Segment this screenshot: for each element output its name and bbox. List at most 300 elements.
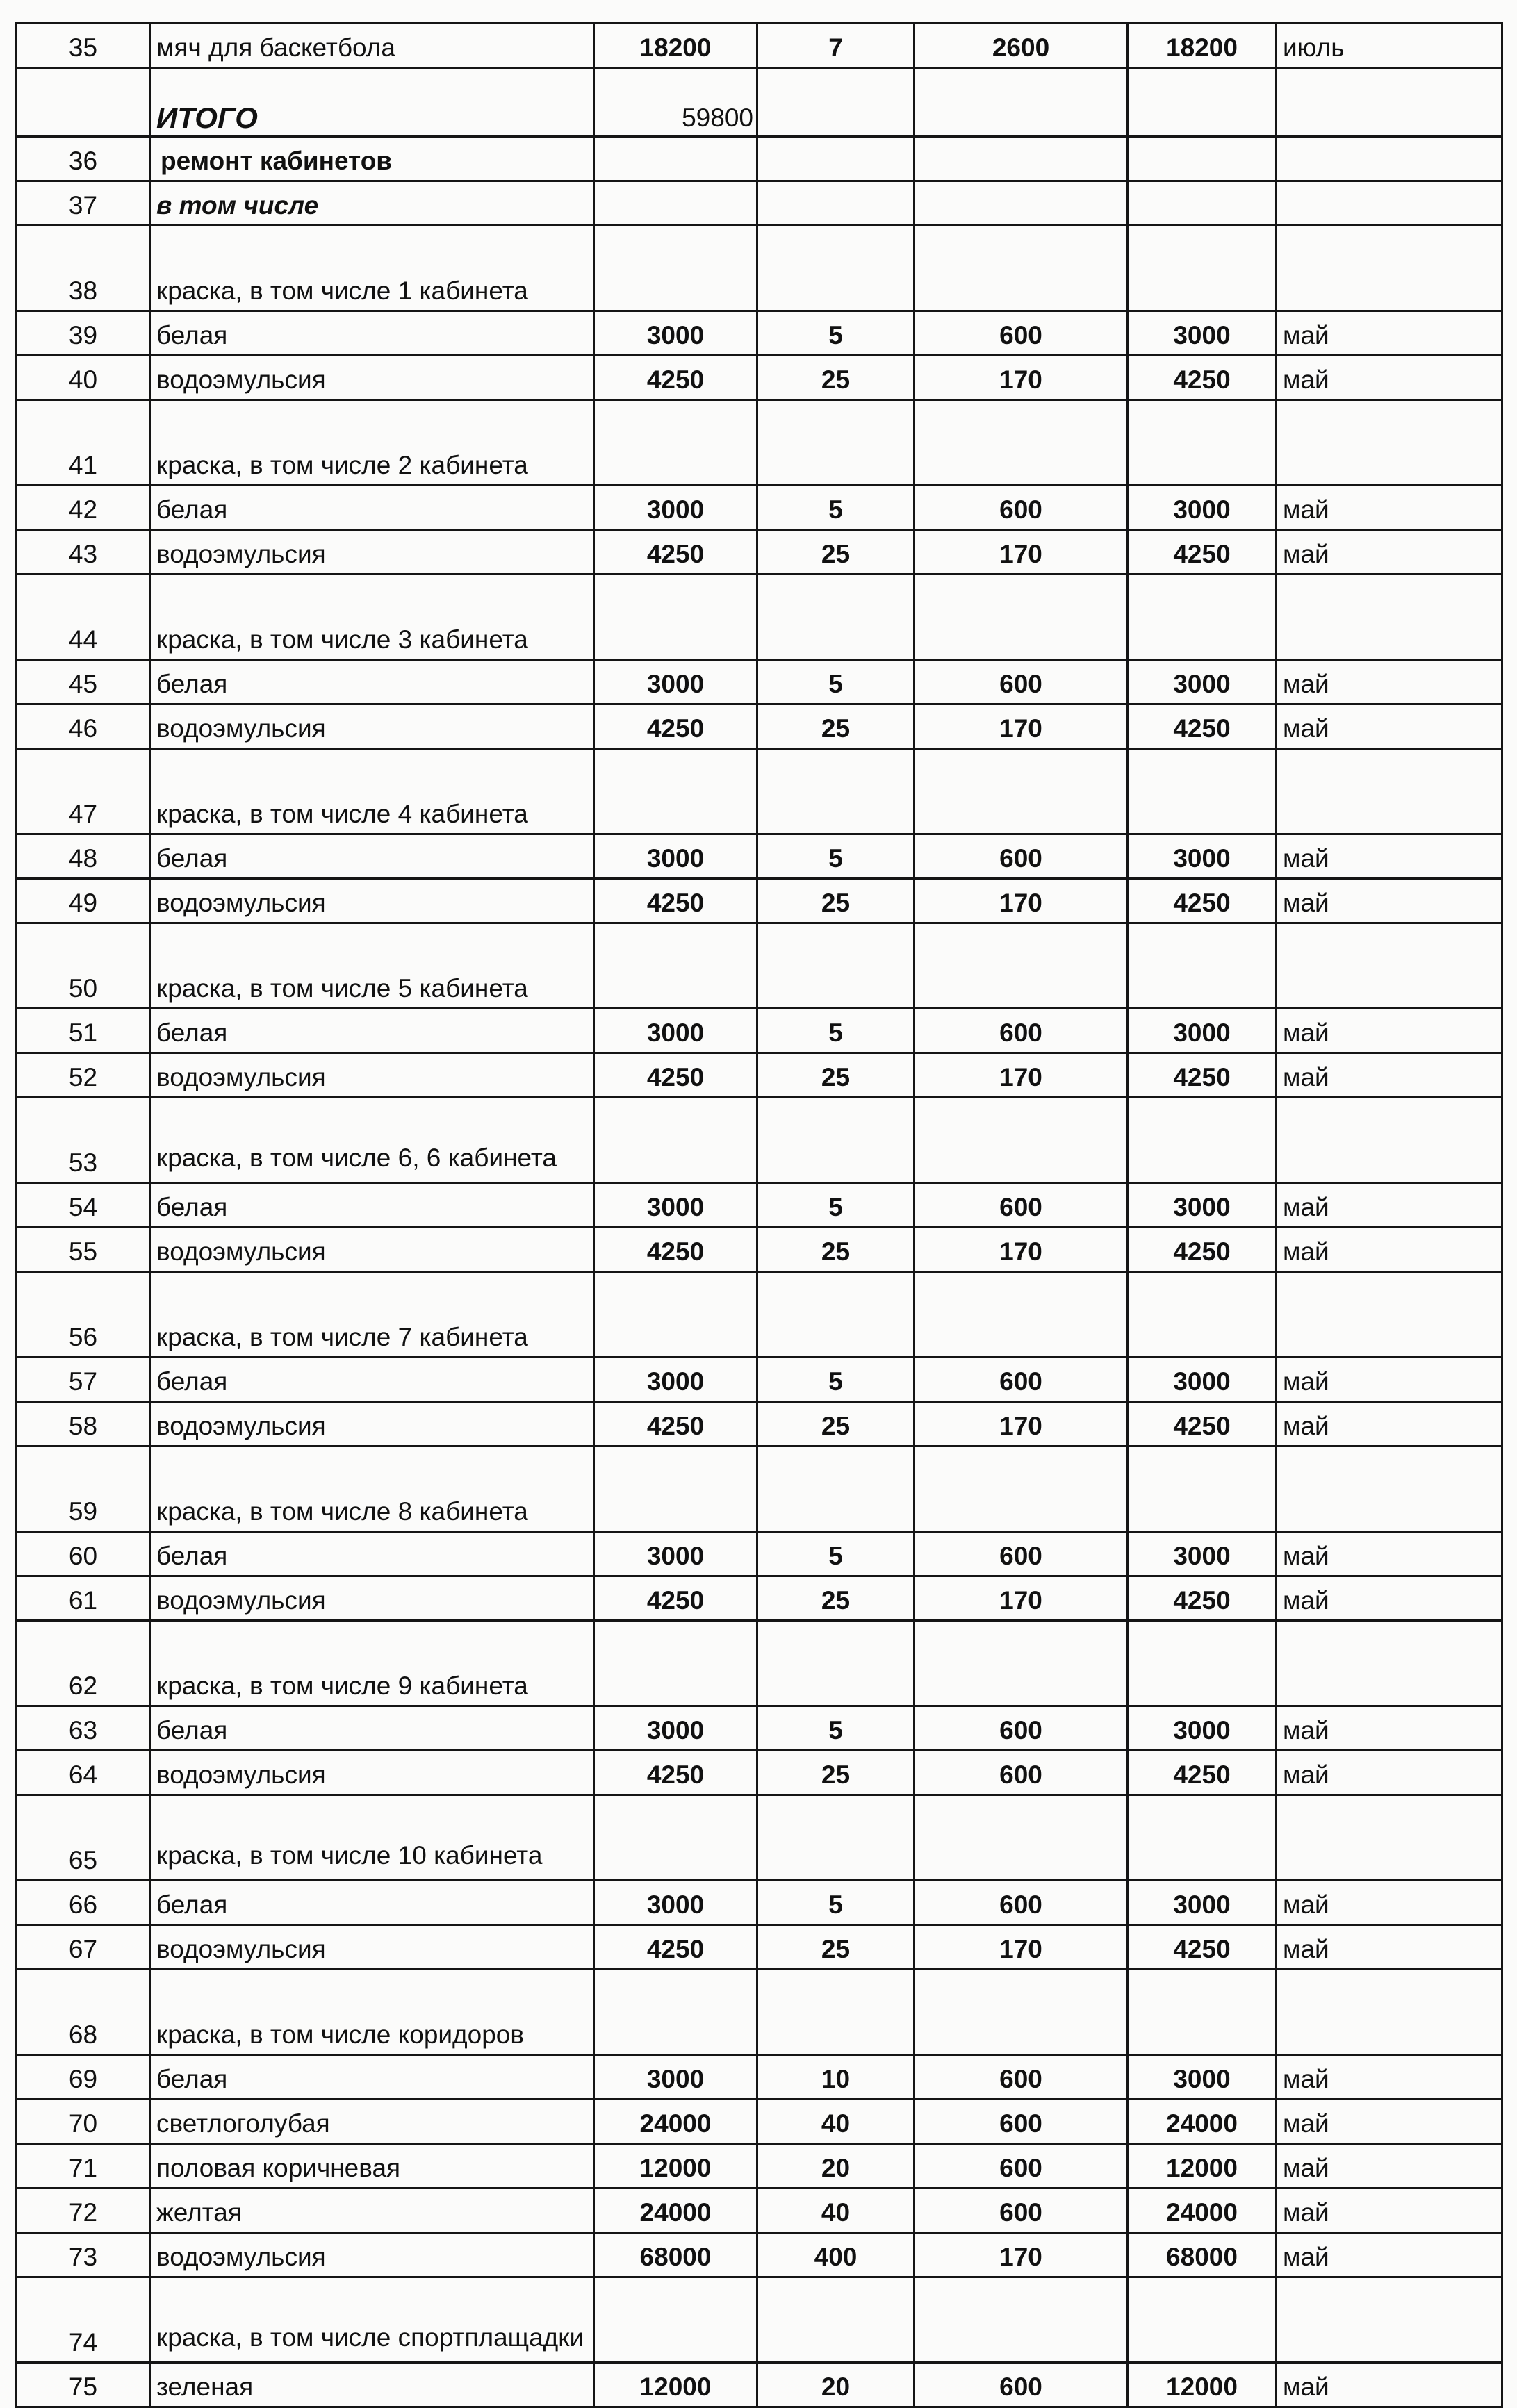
month-cell [1277, 400, 1502, 486]
quantity-cell: 5 [757, 1183, 915, 1228]
quantity-cell: 25 [757, 1402, 915, 1446]
price-cell: 600 [915, 1009, 1128, 1053]
row-number-cell: 41 [17, 400, 150, 486]
amount-cell: 4250 [1128, 1576, 1277, 1621]
item-name-cell: зеленая [150, 2363, 594, 2407]
month-cell: май [1277, 311, 1502, 356]
sum-cell [594, 1272, 757, 1358]
total-value-cell: 59800 [594, 68, 757, 137]
sum-cell: 4250 [594, 1228, 757, 1272]
month-cell: май [1277, 1925, 1502, 1970]
amount-cell [1128, 1621, 1277, 1706]
quantity-cell: 20 [757, 2144, 915, 2188]
row-number-cell: 69 [17, 2055, 150, 2100]
row-number-cell: 61 [17, 1576, 150, 1621]
item-name-cell: белая [150, 834, 594, 879]
row-number-cell: 52 [17, 1053, 150, 1098]
price-cell [915, 575, 1128, 660]
item-name-cell: белая [150, 1183, 594, 1228]
row-number-cell: 70 [17, 2100, 150, 2144]
month-cell [1277, 181, 1502, 226]
row-number-cell: 57 [17, 1358, 150, 1402]
quantity-cell: 40 [757, 2188, 915, 2233]
amount-cell: 4250 [1128, 1925, 1277, 1970]
sum-cell: 4250 [594, 1402, 757, 1446]
price-cell: 170 [915, 1576, 1128, 1621]
amount-cell [1128, 923, 1277, 1009]
row-number-cell: 40 [17, 356, 150, 400]
row-number-cell: 53 [17, 1098, 150, 1183]
sum-cell: 68000 [594, 2233, 757, 2277]
sum-cell: 4250 [594, 356, 757, 400]
table-row [17, 834, 1502, 879]
item-name-cell: белая [150, 1358, 594, 1402]
month-cell: май [1277, 2144, 1502, 2188]
price-cell: 600 [915, 2100, 1128, 2144]
table-row [17, 1446, 1502, 1532]
table-row [17, 1272, 1502, 1358]
row-number-cell: 45 [17, 660, 150, 704]
table-row [17, 1576, 1502, 1621]
quantity-cell [757, 1795, 915, 1881]
row-number-cell: 48 [17, 834, 150, 879]
quantity-cell [757, 1098, 915, 1183]
row-number-cell: 73 [17, 2233, 150, 2277]
table-row [17, 1053, 1502, 1098]
table-row [17, 1621, 1502, 1706]
month-cell: май [1277, 1183, 1502, 1228]
month-cell: май [1277, 1532, 1502, 1576]
table-row [17, 2144, 1502, 2188]
item-name-cell: белая [150, 1881, 594, 1925]
sum-cell [594, 923, 757, 1009]
month-cell [1277, 137, 1502, 181]
sum-cell: 4250 [594, 1576, 757, 1621]
item-name-cell: водоэмульсия [150, 1402, 594, 1446]
month-cell [1277, 1621, 1502, 1706]
table-row [17, 2055, 1502, 2100]
price-cell: 170 [915, 1402, 1128, 1446]
quantity-cell [757, 181, 915, 226]
sum-cell: 3000 [594, 311, 757, 356]
row-number-cell [17, 68, 150, 137]
item-name-cell: в том числе [150, 181, 594, 226]
price-cell [915, 2277, 1128, 2363]
month-cell: май [1277, 2055, 1502, 2100]
month-cell [1277, 1795, 1502, 1881]
table-row [17, 1706, 1502, 1751]
month-cell: май [1277, 530, 1502, 575]
table-row [17, 24, 1502, 68]
quantity-cell: 25 [757, 704, 915, 749]
sum-cell [594, 1446, 757, 1532]
sum-cell [594, 1098, 757, 1183]
item-name-cell: водоэмульсия [150, 530, 594, 575]
price-cell [915, 137, 1128, 181]
month-cell: июль [1277, 24, 1502, 68]
item-name-cell: белая [150, 311, 594, 356]
month-cell: май [1277, 1228, 1502, 1272]
amount-cell [1128, 226, 1277, 311]
price-cell: 170 [915, 879, 1128, 923]
table-row [17, 1402, 1502, 1446]
quantity-cell [757, 137, 915, 181]
quantity-cell [757, 575, 915, 660]
sum-cell [594, 400, 757, 486]
price-cell: 170 [915, 2233, 1128, 2277]
quantity-cell [757, 1272, 915, 1358]
price-cell: 170 [915, 1925, 1128, 1970]
total-row [17, 68, 1502, 137]
month-cell [1277, 2277, 1502, 2363]
row-number-cell: 43 [17, 530, 150, 575]
sum-cell: 24000 [594, 2188, 757, 2233]
price-cell [915, 68, 1128, 137]
item-name-cell: краска, в том числе 10 кабинета [150, 1795, 594, 1881]
row-number-cell: 75 [17, 2363, 150, 2407]
item-name-cell: краска, в том числе 8 кабинета [150, 1446, 594, 1532]
price-cell: 600 [915, 1358, 1128, 1402]
item-name-cell: водоэмульсия [150, 879, 594, 923]
quantity-cell: 5 [757, 1358, 915, 1402]
row-number-cell: 49 [17, 879, 150, 923]
item-name-cell: желтая [150, 2188, 594, 2233]
row-number-cell: 71 [17, 2144, 150, 2188]
item-name-cell: водоэмульсия [150, 1925, 594, 1970]
sum-cell: 3000 [594, 1009, 757, 1053]
price-cell: 170 [915, 530, 1128, 575]
quantity-cell: 25 [757, 1751, 915, 1795]
quantity-cell [757, 2277, 915, 2363]
price-cell: 600 [915, 2188, 1128, 2233]
item-name-cell: белая [150, 2055, 594, 2100]
amount-cell [1128, 400, 1277, 486]
row-number-cell: 35 [17, 24, 150, 68]
sum-cell: 18200 [594, 24, 757, 68]
amount-cell: 3000 [1128, 311, 1277, 356]
amount-cell [1128, 181, 1277, 226]
month-cell [1277, 1272, 1502, 1358]
item-name-cell: белая [150, 486, 594, 530]
item-name-cell: краска, в том числе спортплащадки [150, 2277, 594, 2363]
sum-cell: 3000 [594, 834, 757, 879]
month-cell: май [1277, 660, 1502, 704]
quantity-cell [757, 749, 915, 834]
amount-cell [1128, 1272, 1277, 1358]
amount-cell [1128, 1098, 1277, 1183]
sum-cell: 3000 [594, 1358, 757, 1402]
row-number-cell: 63 [17, 1706, 150, 1751]
month-cell: май [1277, 1576, 1502, 1621]
sum-cell: 12000 [594, 2144, 757, 2188]
amount-cell: 3000 [1128, 1009, 1277, 1053]
sum-cell [594, 137, 757, 181]
price-cell: 600 [915, 660, 1128, 704]
item-name-cell: краска, в том числе 7 кабинета [150, 1272, 594, 1358]
price-cell [915, 181, 1128, 226]
month-cell: май [1277, 1053, 1502, 1098]
month-cell [1277, 226, 1502, 311]
amount-cell: 24000 [1128, 2100, 1277, 2144]
price-cell: 170 [915, 1228, 1128, 1272]
table-row [17, 1970, 1502, 2055]
price-cell: 170 [915, 356, 1128, 400]
sum-cell: 4250 [594, 1751, 757, 1795]
quantity-cell [757, 923, 915, 1009]
month-cell [1277, 1446, 1502, 1532]
table-row [17, 1881, 1502, 1925]
sum-cell: 4250 [594, 704, 757, 749]
sum-cell [594, 226, 757, 311]
item-name-cell: водоэмульсия [150, 356, 594, 400]
table-row [17, 311, 1502, 356]
row-number-cell: 55 [17, 1228, 150, 1272]
price-cell [915, 1795, 1128, 1881]
price-cell: 600 [915, 1183, 1128, 1228]
month-cell: май [1277, 2188, 1502, 2233]
price-cell: 600 [915, 834, 1128, 879]
month-cell: май [1277, 2233, 1502, 2277]
amount-cell: 4250 [1128, 1402, 1277, 1446]
table-row [17, 356, 1502, 400]
quantity-cell [757, 400, 915, 486]
month-cell [1277, 1098, 1502, 1183]
month-cell: май [1277, 486, 1502, 530]
month-cell [1277, 68, 1502, 137]
table-row [17, 2277, 1502, 2363]
sum-cell: 3000 [594, 1532, 757, 1576]
sum-cell: 3000 [594, 660, 757, 704]
quantity-cell: 5 [757, 311, 915, 356]
table-row [17, 181, 1502, 226]
item-name-cell: белая [150, 1706, 594, 1751]
sum-cell: 12000 [594, 2363, 757, 2407]
quantity-cell: 25 [757, 1053, 915, 1098]
item-name-cell: водоэмульсия [150, 1576, 594, 1621]
month-cell: май [1277, 1706, 1502, 1751]
amount-cell: 3000 [1128, 1183, 1277, 1228]
row-number-cell: 47 [17, 749, 150, 834]
item-name-cell: ремонт кабинетов [150, 137, 594, 181]
table-row [17, 1228, 1502, 1272]
month-cell [1277, 575, 1502, 660]
table-row [17, 2188, 1502, 2233]
month-cell: май [1277, 1402, 1502, 1446]
table-row [17, 2100, 1502, 2144]
price-cell [915, 923, 1128, 1009]
table-row [17, 749, 1502, 834]
table-row [17, 1751, 1502, 1795]
month-cell: май [1277, 1751, 1502, 1795]
quantity-cell: 5 [757, 1532, 915, 1576]
price-cell [915, 1446, 1128, 1532]
amount-cell: 3000 [1128, 1706, 1277, 1751]
amount-cell [1128, 749, 1277, 834]
month-cell: май [1277, 704, 1502, 749]
table-row [17, 704, 1502, 749]
item-name-cell: водоэмульсия [150, 1228, 594, 1272]
row-number-cell: 50 [17, 923, 150, 1009]
month-cell: май [1277, 1358, 1502, 1402]
price-cell [915, 226, 1128, 311]
table-row [17, 486, 1502, 530]
amount-cell: 3000 [1128, 486, 1277, 530]
row-number-cell: 68 [17, 1970, 150, 2055]
quantity-cell: 25 [757, 879, 915, 923]
quantity-cell: 25 [757, 356, 915, 400]
table-row [17, 1358, 1502, 1402]
quantity-cell: 5 [757, 834, 915, 879]
table-row [17, 575, 1502, 660]
amount-cell: 4250 [1128, 356, 1277, 400]
sum-cell: 3000 [594, 1881, 757, 1925]
price-cell: 600 [915, 2055, 1128, 2100]
sum-cell [594, 1795, 757, 1881]
price-cell: 600 [915, 311, 1128, 356]
quantity-cell: 40 [757, 2100, 915, 2144]
amount-cell [1128, 137, 1277, 181]
amount-cell [1128, 68, 1277, 137]
table-row [17, 1795, 1502, 1881]
price-cell: 600 [915, 486, 1128, 530]
quantity-cell: 5 [757, 1706, 915, 1751]
row-number-cell: 46 [17, 704, 150, 749]
amount-cell: 4250 [1128, 1751, 1277, 1795]
sum-cell: 4250 [594, 1053, 757, 1098]
table-row [17, 1183, 1502, 1228]
amount-cell: 68000 [1128, 2233, 1277, 2277]
amount-cell: 12000 [1128, 2363, 1277, 2407]
quantity-cell: 25 [757, 1925, 915, 1970]
amount-cell: 4250 [1128, 1228, 1277, 1272]
month-cell: май [1277, 2363, 1502, 2407]
price-cell: 600 [915, 1706, 1128, 1751]
row-number-cell: 51 [17, 1009, 150, 1053]
spreadsheet-page [15, 22, 1501, 2408]
sum-cell [594, 2277, 757, 2363]
quantity-cell [757, 1970, 915, 2055]
price-cell [915, 400, 1128, 486]
item-name-cell: краска, в том числе 6, 6 кабинета [150, 1098, 594, 1183]
item-name-cell: водоэмульсия [150, 2233, 594, 2277]
row-number-cell: 66 [17, 1881, 150, 1925]
table-row [17, 1925, 1502, 1970]
price-cell: 600 [915, 1881, 1128, 1925]
row-number-cell: 36 [17, 137, 150, 181]
quantity-cell: 7 [757, 24, 915, 68]
item-name-cell: водоэмульсия [150, 1751, 594, 1795]
quantity-cell: 25 [757, 530, 915, 575]
month-cell: май [1277, 1881, 1502, 1925]
amount-cell: 3000 [1128, 1358, 1277, 1402]
item-name-cell: белая [150, 1532, 594, 1576]
amount-cell: 4250 [1128, 1053, 1277, 1098]
month-cell: май [1277, 2100, 1502, 2144]
sum-cell: 4250 [594, 1925, 757, 1970]
row-number-cell: 74 [17, 2277, 150, 2363]
quantity-cell [757, 68, 915, 137]
month-cell [1277, 1970, 1502, 2055]
month-cell: май [1277, 356, 1502, 400]
amount-cell: 3000 [1128, 1532, 1277, 1576]
row-number-cell: 72 [17, 2188, 150, 2233]
table-body [17, 24, 1502, 2407]
item-name-cell: половая коричневая [150, 2144, 594, 2188]
item-name-cell: водоэмульсия [150, 704, 594, 749]
sum-cell: 3000 [594, 1706, 757, 1751]
price-cell: 170 [915, 704, 1128, 749]
month-cell [1277, 749, 1502, 834]
row-number-cell: 56 [17, 1272, 150, 1358]
sum-cell [594, 575, 757, 660]
amount-cell: 4250 [1128, 879, 1277, 923]
amount-cell: 3000 [1128, 2055, 1277, 2100]
table-row [17, 2233, 1502, 2277]
price-cell [915, 1098, 1128, 1183]
amount-cell [1128, 1446, 1277, 1532]
amount-cell [1128, 1795, 1277, 1881]
row-number-cell: 42 [17, 486, 150, 530]
item-name-cell: ИТОГО [150, 68, 594, 137]
amount-cell [1128, 2277, 1277, 2363]
price-cell: 600 [915, 1532, 1128, 1576]
quantity-cell: 25 [757, 1228, 915, 1272]
price-cell: 600 [915, 2144, 1128, 2188]
amount-cell: 4250 [1128, 704, 1277, 749]
item-name-cell: светлоголубая [150, 2100, 594, 2144]
sum-cell: 3000 [594, 2055, 757, 2100]
price-cell [915, 1272, 1128, 1358]
table-row [17, 137, 1502, 181]
item-name-cell: краска, в том числе 5 кабинета [150, 923, 594, 1009]
amount-cell: 18200 [1128, 24, 1277, 68]
amount-cell: 24000 [1128, 2188, 1277, 2233]
quantity-cell: 5 [757, 1881, 915, 1925]
price-cell: 600 [915, 1751, 1128, 1795]
quantity-cell: 400 [757, 2233, 915, 2277]
row-number-cell: 44 [17, 575, 150, 660]
amount-cell: 12000 [1128, 2144, 1277, 2188]
month-cell: май [1277, 879, 1502, 923]
sum-cell: 24000 [594, 2100, 757, 2144]
row-number-cell: 37 [17, 181, 150, 226]
table-row [17, 879, 1502, 923]
item-name-cell: мяч для баскетбола [150, 24, 594, 68]
item-name-cell: белая [150, 660, 594, 704]
month-cell [1277, 923, 1502, 1009]
month-cell: май [1277, 834, 1502, 879]
price-cell: 600 [915, 2363, 1128, 2407]
row-number-cell: 62 [17, 1621, 150, 1706]
table-row [17, 1098, 1502, 1183]
amount-cell: 3000 [1128, 1881, 1277, 1925]
quantity-cell [757, 1446, 915, 1532]
table-row [17, 1009, 1502, 1053]
table-row [17, 530, 1502, 575]
price-cell: 170 [915, 1053, 1128, 1098]
table-row [17, 226, 1502, 311]
sum-cell [594, 181, 757, 226]
price-cell [915, 1970, 1128, 2055]
quantity-cell: 10 [757, 2055, 915, 2100]
price-cell [915, 749, 1128, 834]
table-row [17, 923, 1502, 1009]
row-number-cell: 58 [17, 1402, 150, 1446]
sum-cell: 4250 [594, 530, 757, 575]
table-row [17, 660, 1502, 704]
row-number-cell: 39 [17, 311, 150, 356]
amount-cell: 3000 [1128, 834, 1277, 879]
